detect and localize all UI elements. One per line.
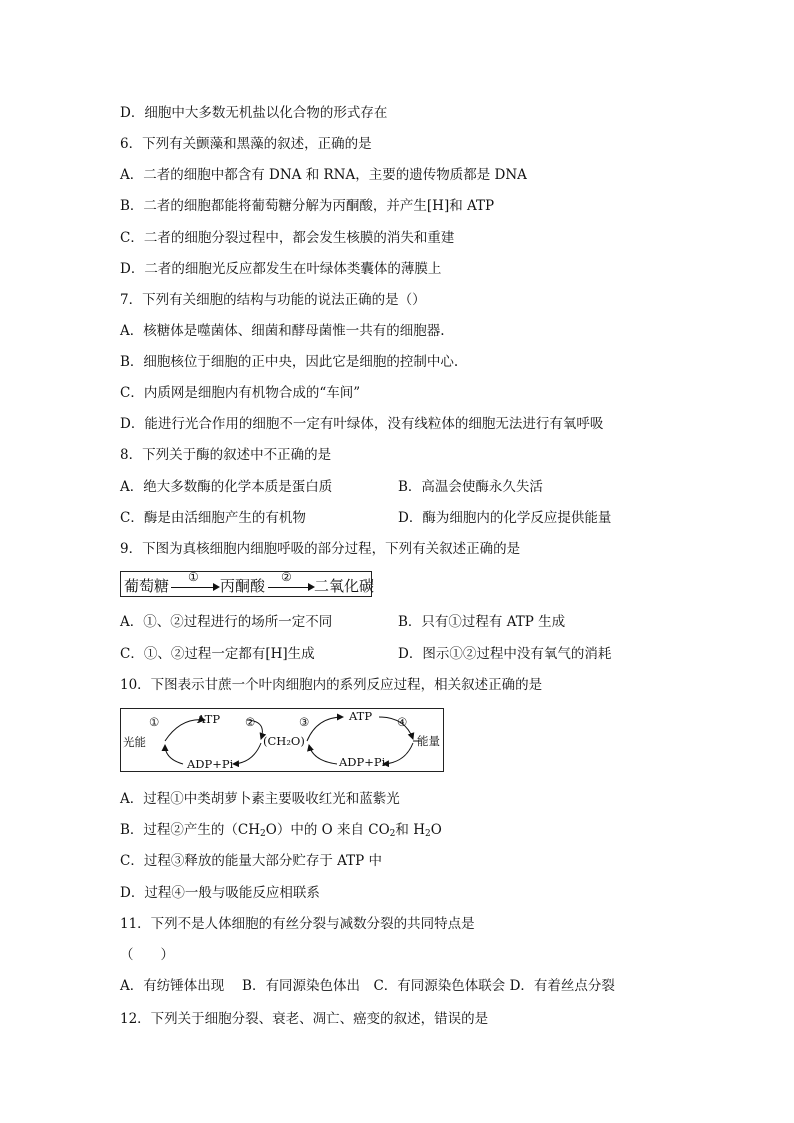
q9-stem: 9．下图为真核细胞内细胞呼吸的部分过程，下列有关叙述正确的是 bbox=[120, 541, 521, 557]
energy-label: 能量 bbox=[417, 734, 440, 748]
q8-option-a: A．绝大多数酶的化学本质是蛋白质 bbox=[120, 479, 333, 495]
q9-option-b: B．只有①过程有 ATP 生成 bbox=[398, 614, 566, 630]
arrow-2 bbox=[268, 587, 308, 588]
q7-option-b: B．细胞核位于细胞的正中央，因此它是细胞的控制中心. bbox=[120, 354, 459, 370]
q8-option-b: B．高温会使酶永久失活 bbox=[398, 479, 543, 495]
q9-figure bbox=[120, 570, 375, 597]
glucose-label: 葡萄糖 bbox=[124, 577, 170, 595]
q10b-sub-1: 2 bbox=[260, 829, 266, 839]
q10-figure bbox=[120, 708, 444, 772]
q10b-sub-2: 2 bbox=[389, 829, 396, 839]
adp-left-label: ADP+Pi bbox=[187, 757, 234, 771]
ch2o-label: (CH₂O) bbox=[263, 734, 305, 748]
circle-3-label: ③ bbox=[299, 715, 310, 729]
q7-option-d: D．能进行光合作用的细胞不一定有叶绿体，没有线粒体的细胞无法进行有氧呼吸 bbox=[120, 416, 604, 432]
circle-1-label: ① bbox=[149, 715, 160, 729]
pyruvate-label: 丙酮酸 bbox=[220, 577, 266, 595]
q7-option-a: A．核糖体是噬菌体、细菌和酵母菌惟一共有的细胞器. bbox=[120, 323, 445, 339]
q10-option-b bbox=[120, 821, 442, 843]
q8-option-d: D．酶为细胞内的化学反应提供能量 bbox=[398, 510, 612, 526]
q6-option-a: A．二者的细胞中都含有 DNA 和 RNA，主要的遗传物质都是 DNA bbox=[120, 167, 527, 183]
atp-right-label: ATP bbox=[349, 709, 373, 723]
q6-option-d: D．二者的细胞光反应都发生在叶绿体类囊体的薄膜上 bbox=[120, 261, 442, 277]
q10b-sub-3: 2 bbox=[424, 829, 431, 839]
arrow-1 bbox=[171, 587, 213, 588]
q8-stem: 8．下列关于酶的叙述中不正确的是 bbox=[120, 447, 332, 463]
q9-option-a: A．①、②过程进行的场所一定不同 bbox=[120, 614, 333, 630]
q10b-text-4: O bbox=[430, 822, 442, 838]
q12-stem: 12．下列关于细胞分裂、衰老、凋亡、癌变的叙述，错误的是 bbox=[120, 1011, 489, 1027]
q7-stem: 7．下列有关细胞的结构与功能的说法正确的是（） bbox=[120, 292, 426, 308]
q11-answer-paren: （ ） bbox=[120, 947, 174, 963]
step-1-label: ① bbox=[188, 570, 199, 584]
q6-stem: 6．下列有关颤藻和黑藻的叙述，正确的是 bbox=[120, 136, 372, 152]
q10-option-c: C．过程③释放的能量大部分贮存于 ATP 中 bbox=[120, 853, 383, 869]
q8-option-c: C．酶是由活细胞产生的有机物 bbox=[120, 510, 306, 526]
q9-option-c: C．①、②过程一定都有[H]生成 bbox=[120, 646, 315, 662]
q11-stem: 11．下列不是人体细胞的有丝分裂与减数分裂的共同特点是 bbox=[120, 916, 475, 932]
q11-options: A．有纺锤体出现 B．有同源染色体出 C．有同源染色体联会 D．有着丝点分裂 bbox=[120, 978, 615, 994]
q7-option-c: C．内质网是细胞内有机物合成的“车间” bbox=[120, 385, 361, 401]
q10b-text-1: B．过程②产生的（CH bbox=[120, 822, 261, 838]
q5-option-d: D．细胞中大多数无机盐以化合物的形式存在 bbox=[120, 105, 388, 121]
circle-2-label: ② bbox=[245, 715, 256, 729]
q10-stem: 10．下图表示甘蔗一个叶肉细胞内的系列反应过程，相关叙述正确的是 bbox=[120, 677, 543, 693]
q10b-text-2: O）中的 O 来自 CO bbox=[265, 822, 390, 838]
co2-label: 二氧化碳 bbox=[314, 577, 375, 595]
q6-option-c: C．二者的细胞分裂过程中，都会发生核膜的消失和重建 bbox=[120, 230, 455, 246]
light-energy-label: 光能 bbox=[123, 735, 146, 749]
q10b-text-3: 和 H bbox=[395, 822, 425, 838]
arrow-1-head bbox=[213, 583, 220, 591]
q10-option-d: D．过程④一般与吸能反应相联系 bbox=[120, 885, 320, 901]
adp-right-label: ADP+Pi bbox=[339, 755, 386, 769]
q6-option-b: B．二者的细胞都能将葡萄糖分解为丙酮酸，并产生[H]和 ATP bbox=[120, 198, 495, 214]
circle-4-label: ④ bbox=[397, 715, 408, 729]
q10-option-a: A．过程①中类胡萝卜素主要吸收红光和蓝紫光 bbox=[120, 791, 400, 807]
step-2-label: ② bbox=[281, 570, 292, 584]
atp-left-label: ATP bbox=[197, 712, 221, 726]
q9-option-d: D．图示①②过程中没有氧气的消耗 bbox=[398, 646, 612, 662]
